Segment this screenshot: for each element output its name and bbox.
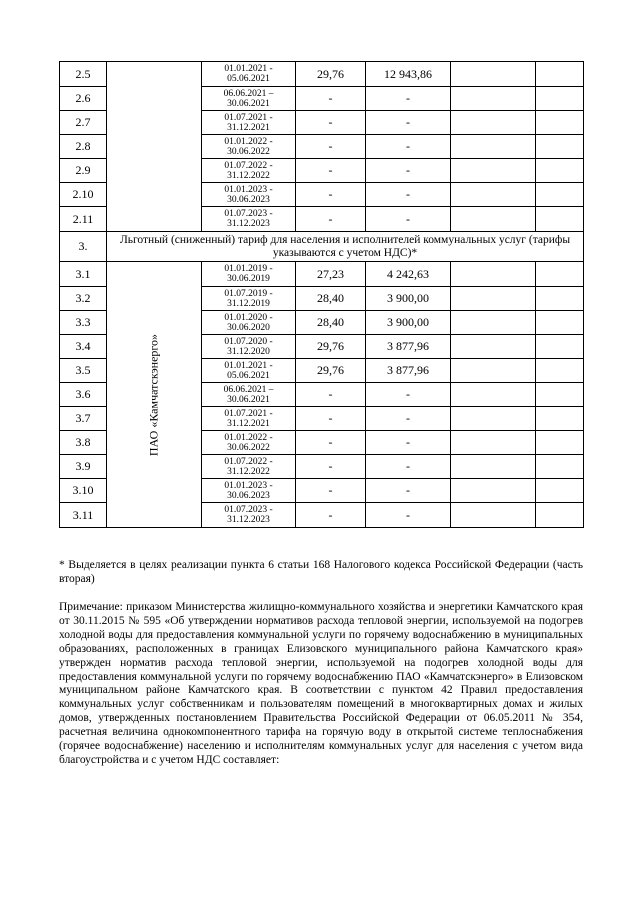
period-end: 31.12.2021	[227, 418, 270, 429]
value-1: -	[296, 503, 366, 528]
value-1: -	[296, 87, 366, 111]
value-2: -	[366, 455, 451, 479]
empty-cell-1	[451, 503, 536, 528]
table-body-top	[60, 62, 584, 232]
period-end: 05.06.2021	[227, 74, 270, 84]
period-start: 01.07.2020 -	[224, 336, 273, 347]
empty-cell-1	[451, 311, 536, 335]
organization-name: ПАО «Камчатскэнерго»	[146, 333, 161, 456]
value-1: 28,40	[296, 287, 366, 311]
period-cell	[202, 383, 296, 407]
row-number: 2.7	[60, 111, 107, 135]
value-2: -	[366, 111, 451, 135]
row-number: 2.10	[60, 183, 107, 207]
empty-cell-2	[536, 431, 584, 455]
empty-cell-2	[536, 135, 584, 159]
value-2: 3 900,00	[366, 311, 451, 335]
period-start: 01.01.2019 -	[224, 264, 273, 274]
period-start: 01.01.2022 -	[224, 432, 273, 443]
value-2: -	[366, 207, 451, 232]
value-2: -	[366, 407, 451, 431]
table-row-section-3	[60, 232, 584, 262]
period-end: 05.06.2021	[227, 370, 270, 381]
period-start: 01.01.2023 -	[224, 184, 273, 195]
period-end: 31.12.2023	[227, 219, 270, 229]
value-2: 3 877,96	[366, 335, 451, 359]
period-cell	[202, 287, 296, 311]
period-end: 30.06.2023	[227, 490, 270, 501]
empty-cell-1	[451, 455, 536, 479]
organization-cell-top	[107, 62, 202, 232]
value-1: -	[296, 111, 366, 135]
value-1: -	[296, 383, 366, 407]
table-row	[60, 262, 584, 287]
value-2: -	[366, 479, 451, 503]
empty-cell-1	[451, 383, 536, 407]
row-number: 3.3	[60, 311, 107, 335]
period-cell	[202, 111, 296, 135]
row-number: 3.9	[60, 455, 107, 479]
period-end: 31.12.2020	[227, 346, 270, 357]
value-2: -	[366, 503, 451, 528]
empty-cell-2	[536, 383, 584, 407]
value-2: 3 900,00	[366, 287, 451, 311]
value-1: -	[296, 207, 366, 232]
period-end: 31.12.2022	[227, 170, 270, 181]
period-cell	[202, 262, 296, 287]
value-1: -	[296, 183, 366, 207]
row-number: 3.7	[60, 407, 107, 431]
empty-cell-2	[536, 183, 584, 207]
period-cell	[202, 407, 296, 431]
row-number: 2.5	[60, 62, 107, 87]
empty-cell-2	[536, 479, 584, 503]
row-number: 3.5	[60, 359, 107, 383]
empty-cell-1	[451, 62, 536, 87]
empty-cell-1	[451, 183, 536, 207]
value-1: 28,40	[296, 311, 366, 335]
period-start: 06.06.2021 –	[223, 384, 274, 395]
value-2: 4 242,63	[366, 262, 451, 287]
empty-cell-1	[451, 111, 536, 135]
value-2: 12 943,86	[366, 62, 451, 87]
period-end: 30.06.2020	[227, 322, 270, 333]
period-start: 01.01.2020 -	[224, 312, 273, 323]
empty-cell-2	[536, 359, 584, 383]
value-1: -	[296, 159, 366, 183]
empty-cell-1	[451, 207, 536, 232]
empty-cell-2	[536, 311, 584, 335]
period-start: 01.07.2023 -	[224, 209, 273, 219]
period-cell	[202, 359, 296, 383]
period-end: 30.06.2022	[227, 146, 270, 157]
value-1: 29,76	[296, 62, 366, 87]
table-row	[60, 62, 584, 87]
value-1: -	[296, 407, 366, 431]
period-cell	[202, 62, 296, 87]
row-number: 3.1	[60, 262, 107, 287]
period-end: 30.06.2022	[227, 442, 270, 453]
empty-cell-1	[451, 335, 536, 359]
period-end: 31.12.2022	[227, 466, 270, 477]
value-1: 29,76	[296, 335, 366, 359]
empty-cell-1	[451, 359, 536, 383]
value-2: -	[366, 383, 451, 407]
period-cell	[202, 479, 296, 503]
value-1: 27,23	[296, 262, 366, 287]
row-number: 2.6	[60, 87, 107, 111]
value-1: -	[296, 479, 366, 503]
organization-cell	[107, 262, 202, 528]
period-start: 01.07.2023 -	[224, 505, 273, 515]
period-cell	[202, 335, 296, 359]
empty-cell-2	[536, 335, 584, 359]
row-number: 3.8	[60, 431, 107, 455]
empty-cell-2	[536, 62, 584, 87]
section-number: 3.	[60, 232, 107, 262]
empty-cell-1	[451, 262, 536, 287]
row-number: 3.4	[60, 335, 107, 359]
value-2: 3 877,96	[366, 359, 451, 383]
period-cell	[202, 183, 296, 207]
period-end: 31.12.2019	[227, 298, 270, 309]
empty-cell-1	[451, 407, 536, 431]
empty-cell-2	[536, 159, 584, 183]
period-start: 01.07.2021 -	[224, 112, 273, 123]
period-end: 30.06.2021	[227, 98, 270, 109]
period-start: 01.01.2022 -	[224, 136, 273, 147]
empty-cell-1	[451, 87, 536, 111]
footnote: * Выделяется в целях реализации пункта 6 статьи 168 Налогового кодекса Российской Федерации (часть вторая)	[59, 559, 583, 585]
empty-cell-1	[451, 479, 536, 503]
period-cell	[202, 431, 296, 455]
table-section-header	[60, 232, 584, 262]
period-start: 01.01.2023 -	[224, 480, 273, 491]
period-end: 31.12.2021	[227, 122, 270, 133]
period-start: 06.06.2021 –	[223, 88, 274, 99]
period-start: 01.07.2019 -	[224, 288, 273, 299]
value-2: -	[366, 159, 451, 183]
period-end: 30.06.2023	[227, 194, 270, 205]
tariff-table	[59, 61, 584, 528]
value-1: -	[296, 431, 366, 455]
value-2: -	[366, 135, 451, 159]
empty-cell-2	[536, 455, 584, 479]
empty-cell-1	[451, 287, 536, 311]
row-number: 3.11	[60, 503, 107, 528]
period-cell	[202, 455, 296, 479]
empty-cell-2	[536, 407, 584, 431]
row-number: 2.11	[60, 207, 107, 232]
period-start: 01.01.2021 -	[224, 64, 273, 74]
period-end: 31.12.2023	[227, 515, 270, 525]
empty-cell-2	[536, 87, 584, 111]
value-1: 29,76	[296, 359, 366, 383]
row-number: 3.10	[60, 479, 107, 503]
value-2: -	[366, 183, 451, 207]
table-body-bottom	[60, 262, 584, 528]
period-cell	[202, 503, 296, 528]
value-1: -	[296, 135, 366, 159]
empty-cell-2	[536, 287, 584, 311]
period-start: 01.07.2022 -	[224, 456, 273, 467]
empty-cell-2	[536, 111, 584, 135]
row-number: 2.8	[60, 135, 107, 159]
note-paragraph: Примечание: приказом Министерства жилищно-коммунального хозяйства и энергетики Камчатского края от 30.11.2015 № 595 «Об утверждении нормативов расхода тепловой энергии, используемой на подогрев холодной воды для предоставления коммунальной услуги по горячему водоснабжению в муниципальных образованиях, расположенных в границах Елизовского муниципального района Камчатского края» утвержден норматив расхода тепловой энергии, используемой на подогрев холодной воды для предоставления коммунальной услуги по горячему водоснабжению ПАО «Камчатскэнерго» в Елизовском муниципальном районе Камчатского края. В соответствии с пунктом 42 Правил предоставления коммунальных услуг собственникам и пользователям помещений в многоквартирных домах и жилых домов, утвержденных постановлением Правительства Российской Федерации от 06.05.2011 № 354, расчетная величина однокомпонентного тарифа на горячую воду в открытой системе теплоснабжения (горячее водоснабжение) населению и исполнителям коммунальных услуг для населения с учетом вида благоустройства и с учетом НДС составляет:	[59, 601, 583, 766]
period-end: 30.06.2019	[227, 274, 270, 284]
period-cell	[202, 87, 296, 111]
period-start: 01.07.2021 -	[224, 408, 273, 419]
empty-cell-1	[451, 159, 536, 183]
period-cell	[202, 159, 296, 183]
period-cell	[202, 311, 296, 335]
row-number: 2.9	[60, 159, 107, 183]
empty-cell-1	[451, 431, 536, 455]
period-start: 01.01.2021 -	[224, 360, 273, 371]
empty-cell-1	[451, 135, 536, 159]
period-cell	[202, 207, 296, 232]
value-2: -	[366, 87, 451, 111]
row-number: 3.6	[60, 383, 107, 407]
empty-cell-2	[536, 207, 584, 232]
empty-cell-2	[536, 503, 584, 528]
row-number: 3.2	[60, 287, 107, 311]
period-end: 30.06.2021	[227, 394, 270, 405]
period-cell	[202, 135, 296, 159]
value-1: -	[296, 455, 366, 479]
section-title: Льготный (сниженный) тариф для населения и исполнителей коммунальных услуг (тарифы указываются с учетом НДС)*	[107, 232, 584, 262]
period-start: 01.07.2022 -	[224, 160, 273, 171]
empty-cell-2	[536, 262, 584, 287]
value-2: -	[366, 431, 451, 455]
